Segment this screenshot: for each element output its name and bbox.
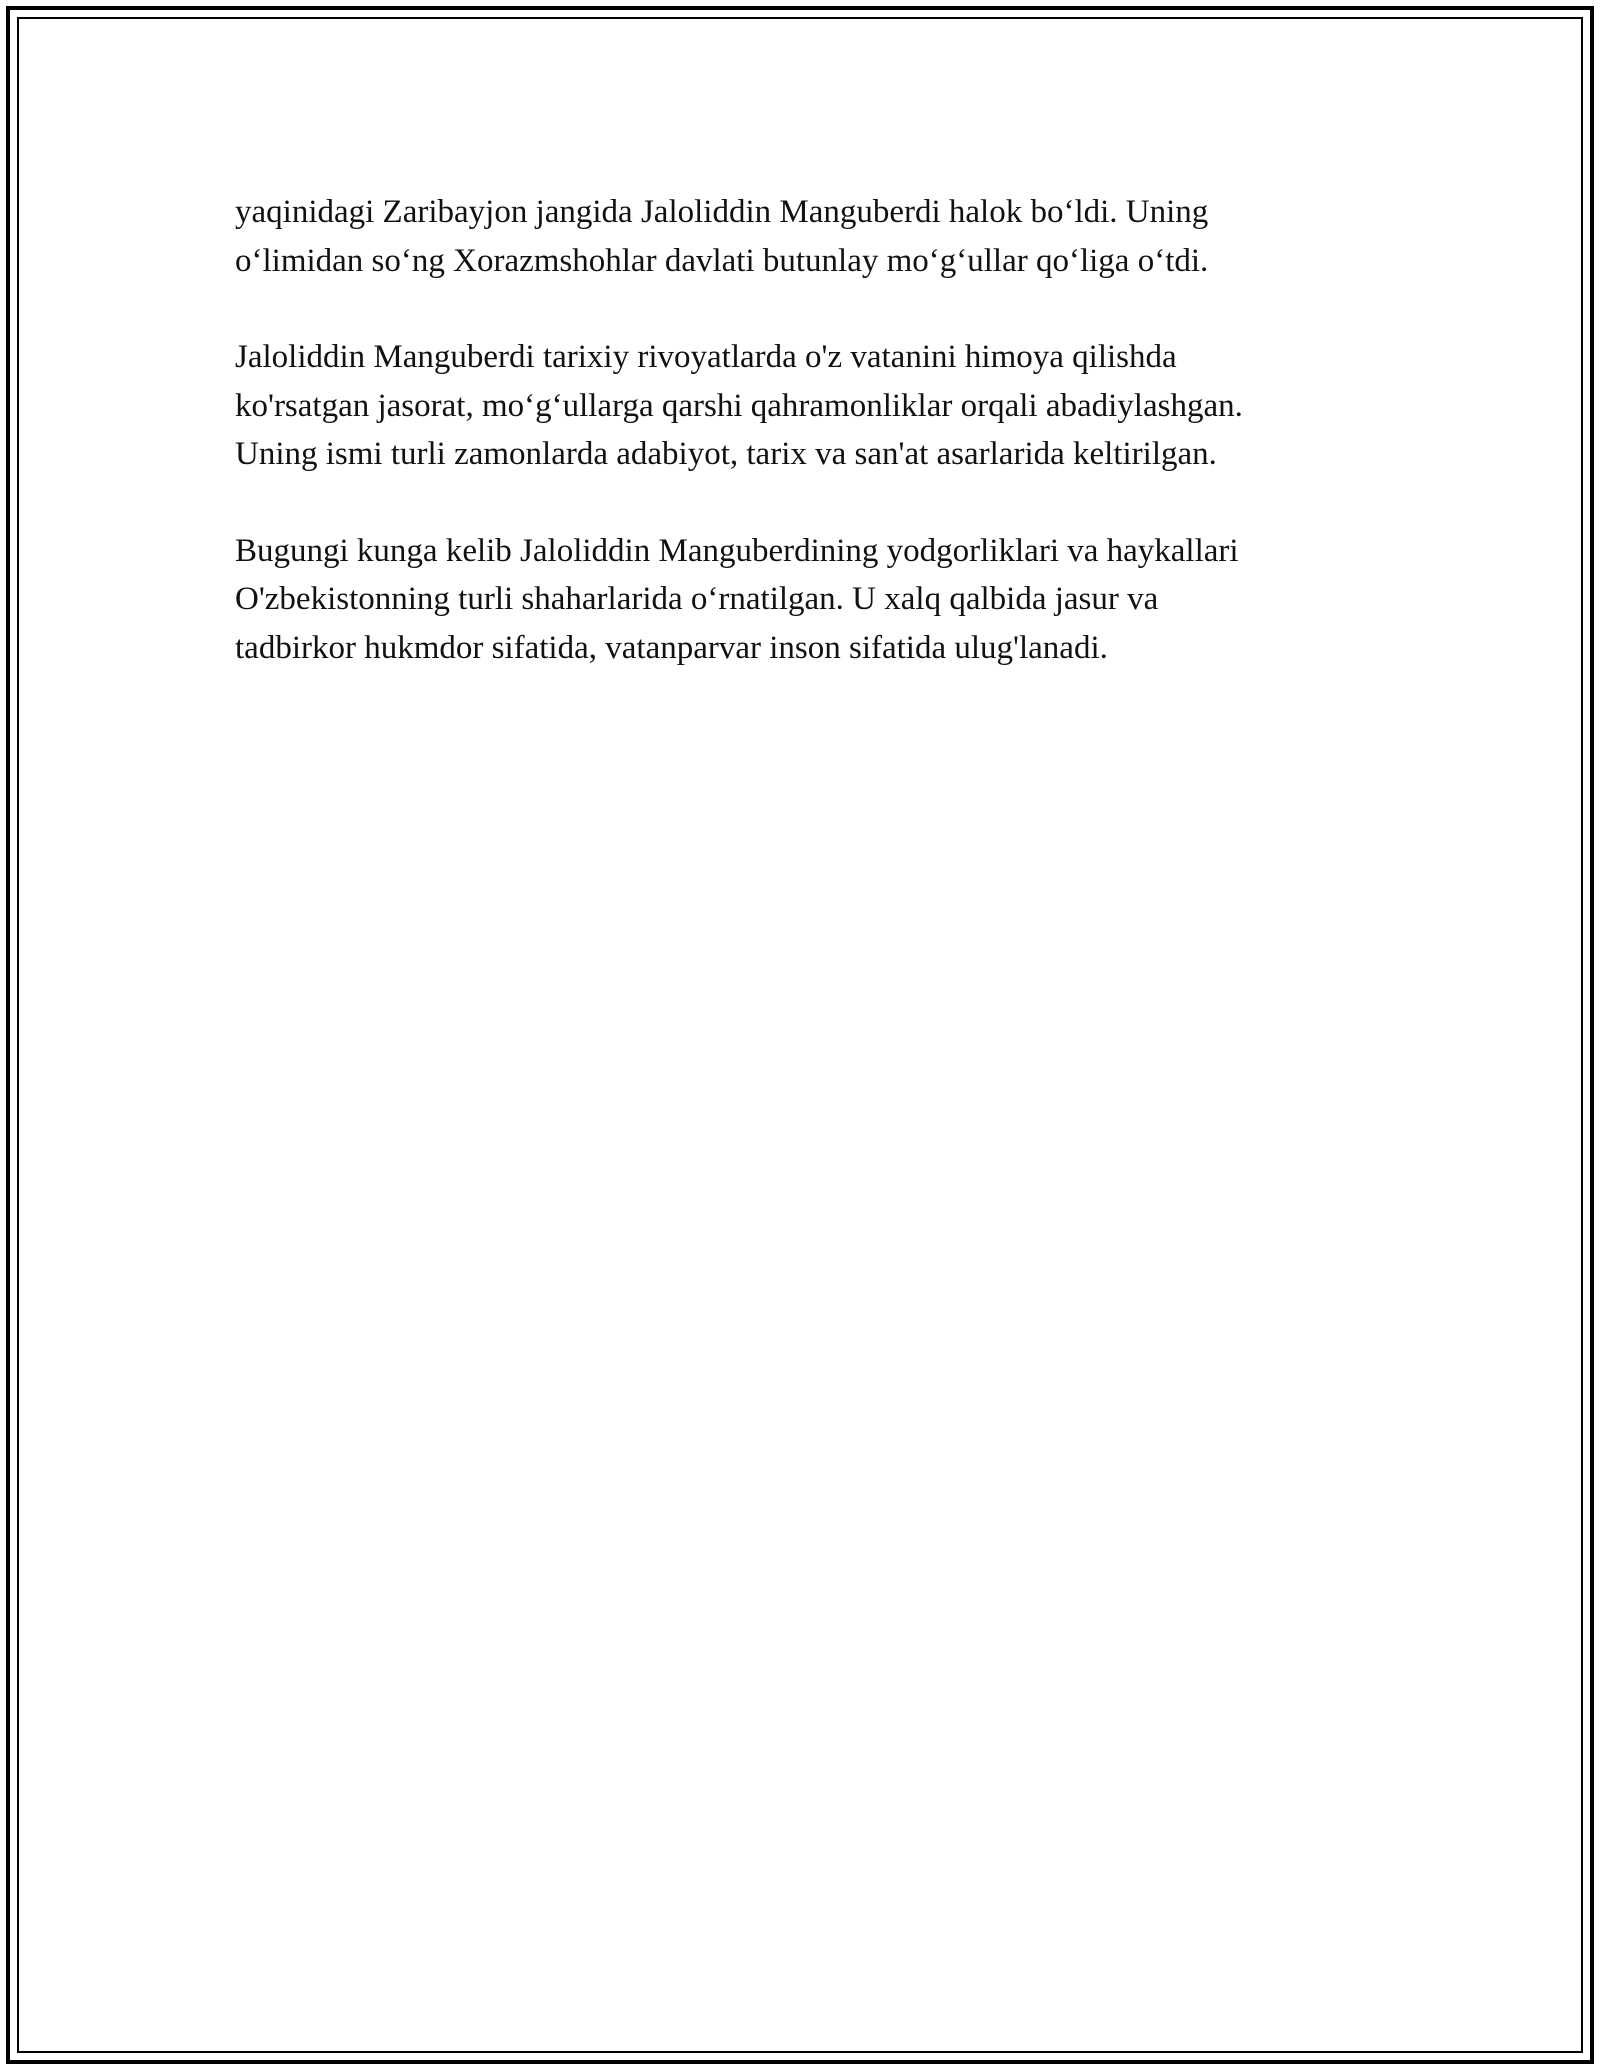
paragraph-3 [235,527,1375,673]
paragraph-line: Jaloliddin Manguberdi tarixiy rivoyatlarda o'z vatanini himoya qilishda [235,339,1177,375]
paragraph-1 [235,188,1375,285]
paragraph-line: yaqinidagi Zaribayjon jangida Jaloliddin Manguberdi halok bo‘ldi. Uning [235,194,1209,230]
paragraph-line: O'zbekistonning turli shaharlarida o‘rnatilgan. U xalq qalbida jasur va [235,581,1159,617]
paragraph-line: Bugungi kunga kelib Jaloliddin Manguberdining yodgorliklari va haykallari [235,532,1239,569]
paragraph-2 [235,333,1375,479]
paragraph-line: tadbirkor hukmdor sifatida, vatanparvar inson sifatida ulug'lanadi. [235,629,1108,666]
document-body [235,188,1375,720]
paragraph-line: o‘limidan so‘ng Xorazmshohlar davlati butunlay mo‘g‘ullar qo‘liga o‘tdi. [235,242,1209,279]
paragraph-line: ko'rsatgan jasorat, mo‘g‘ullarga qarshi qahramonliklar orqali abadiylashgan. [235,387,1243,424]
paragraph-line: Uning ismi turli zamonlarda adabiyot, tarix va san'at asarlarida keltirilgan. [235,436,1217,472]
